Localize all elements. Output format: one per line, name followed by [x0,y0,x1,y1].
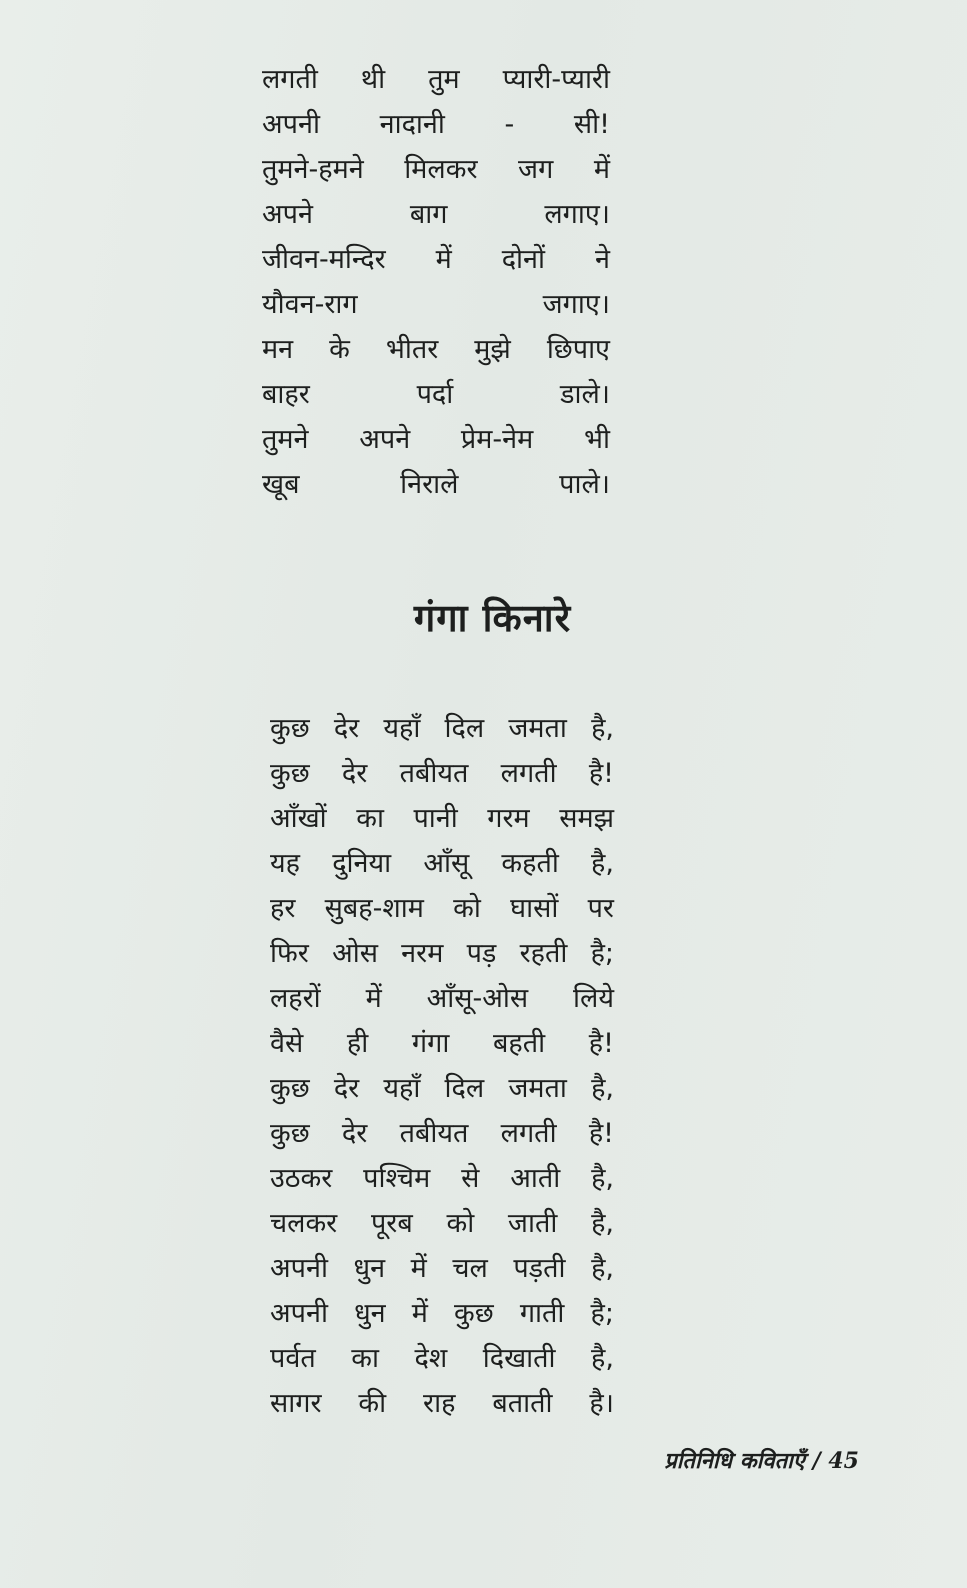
poem-word: वैसे [270,1028,304,1059]
poem-word: पड़ [466,938,497,969]
poem-word: ओस [332,938,378,969]
poem-word: लहरों [270,983,321,1014]
page-number: 45 [828,1448,859,1474]
poem-word: बाहर [262,379,310,410]
poem-word: ने [594,244,610,275]
poem-line [262,57,610,102]
poem-word: डाले। [560,379,610,410]
poem-word: अपनी [270,1298,328,1329]
poem-word: लगती [500,758,557,789]
poem-word: ही [346,1028,369,1059]
poem-word: लिये [573,983,614,1014]
poem-line [262,192,610,237]
poem-word: का [356,803,384,834]
poem-word: आँसू [423,848,470,879]
poem-line [262,462,610,507]
poem-line [270,976,614,1021]
poem-word: अपनी [270,1253,328,1284]
poem-word: मन [262,334,294,365]
poem-word: आती [510,1163,561,1194]
poem-line [270,706,614,751]
poem-word: है! [588,1118,614,1149]
poem-word: खूब [262,469,300,500]
poem-line [270,751,614,796]
poem-word: जमता [508,713,567,744]
poem-word: धुन [354,1298,386,1329]
poem-word: प्यारी-प्यारी [502,64,610,95]
poem-stanza-2 [270,706,614,1426]
poem-word: लगती [500,1118,557,1149]
poem-word: मुझे [474,334,511,365]
poem-line [262,147,610,192]
poem-word: जमता [508,1073,567,1104]
poem-word: जग [518,154,554,185]
poem-word: पर्दा [416,379,454,410]
poem-word: छिपाए [546,334,610,365]
poem-word: यौवन-राग [262,289,358,320]
poem-word: है, [591,1073,614,1104]
poem-word: पाले। [559,469,610,500]
poem-word: गरम [487,803,530,834]
poem-word: पर्वत [270,1343,316,1374]
poem-word: बताती [492,1388,553,1419]
poem-word: कुछ [454,1298,494,1329]
poem-word: है, [591,1208,614,1239]
poem-word: दिल [444,1073,485,1104]
poem-word: तबीयत [399,1118,469,1149]
poem-line [270,1336,614,1381]
poem-word: है! [588,758,614,789]
poem-word: पानी [413,803,458,834]
poem-word: है; [590,938,614,969]
poem-word: जीवन-मन्दिर [262,244,386,275]
poem-stanza-1 [262,57,610,507]
poem-word: आँखों [270,803,327,834]
poem-word: निराले [400,469,459,500]
poem-word: रहती [519,938,568,969]
page-footer [664,1441,859,1481]
poem-word: की [358,1388,387,1419]
poem-word: पूरब [370,1208,413,1239]
poem-word: - [504,109,515,140]
poem-word: उठकर [270,1163,333,1194]
poem-word: नादानी [379,109,445,140]
poem-word: को [453,893,481,924]
poem-word: पश्चिम [363,1163,431,1194]
poem-word: यहाँ [383,1073,421,1104]
poem-line [262,102,610,147]
poem-word: है, [591,1253,614,1284]
poem-word: कुछ [270,1118,310,1149]
poem-word: में [435,244,452,275]
poem-word: को [446,1208,475,1239]
footer-separator: / [812,1448,821,1474]
poem-word: थी [360,64,386,95]
poem-word: बाग [409,199,448,230]
poem-line [270,1156,614,1201]
poem-word: है, [591,713,614,744]
poem-word: तुमने-हमने [262,154,364,185]
poem-word: बहती [492,1028,546,1059]
poem-title: गंगा किनारे [413,596,572,640]
poem-word: है, [591,1343,614,1374]
poem-word: से [461,1163,480,1194]
poem-line [262,372,610,417]
poem-word: देर [333,713,360,744]
poem-word: समझ [559,803,614,834]
poem-word: अपने [262,199,313,230]
poem-line [270,1066,614,1111]
poem-line [270,841,614,886]
poem-line [270,1021,614,1066]
poem-word: कहती [501,848,559,879]
poem-line [270,796,614,841]
poem-line [262,237,610,282]
poem-word: के [329,334,350,365]
poem-word: देर [341,1118,368,1149]
poem-line [270,1381,614,1426]
poem-word: राह [423,1388,456,1419]
poem-word: अपनी [262,109,320,140]
poem-word: है, [591,848,614,879]
poem-word: मिलकर [404,154,478,185]
poem-word: लगती [262,64,318,95]
poem-word: में [593,154,610,185]
poem-word: देर [341,758,368,789]
poem-word: में [410,1253,427,1284]
poem-word: नरम [401,938,444,969]
poem-word: गाती [519,1298,565,1329]
poem-line [262,282,610,327]
poem-word: में [365,983,382,1014]
poem-word: गंगा [411,1028,450,1059]
poem-word: जगाए। [542,289,610,320]
poem-line [270,886,614,931]
poem-word: आँसू-ओस [426,983,529,1014]
poem-word: अपने [359,424,411,455]
poem-word: कुछ [270,758,310,789]
poem-word: धुन [353,1253,386,1284]
poem-line [270,1246,614,1291]
poem-word: तुम [428,64,460,95]
poem-word: पड़ती [513,1253,566,1284]
poem-word: देश [414,1343,448,1374]
poem-word: दिखाती [482,1343,556,1374]
poem-word: जाती [507,1208,558,1239]
poem-word: हर [270,893,296,924]
poem-word: का [351,1343,379,1374]
poem-word: चल [452,1253,488,1284]
poem-word: है। [589,1388,614,1419]
poem-word: है; [590,1298,614,1329]
poem-word: में [411,1298,428,1329]
poem-word: लगाए। [544,199,610,230]
poem-word: सागर [270,1388,322,1419]
poem-word: है, [591,1163,614,1194]
poem-word: तुमने [262,424,309,455]
poem-word: प्रेम-नेम [460,424,534,455]
book-title: प्रतिनिधि कविताएँ [664,1448,805,1474]
poem-word: सी! [573,109,610,140]
poem-line [270,1291,614,1336]
poem-word: दुनिया [332,848,392,879]
poem-word: दिल [444,713,485,744]
poem-word: सुबह-शाम [324,893,424,924]
poem-word: तबीयत [399,758,469,789]
poem-word: चलकर [270,1208,338,1239]
poem-word: घासों [510,893,559,924]
poem-line [270,1201,614,1246]
poem-line [270,1111,614,1156]
poem-word: कुछ [270,713,310,744]
poem-word: भी [583,424,610,455]
poem-word: फिर [270,938,309,969]
poem-word: दोनों [501,244,546,275]
poem-word: पर [587,893,614,924]
poem-line [262,327,610,372]
poem-line [270,931,614,976]
poem-word: देर [333,1073,360,1104]
poem-line [262,417,610,462]
poem-word: है! [588,1028,614,1059]
poem-word: यह [270,848,300,879]
poem-word: भीतर [385,334,439,365]
poem-word: यहाँ [383,713,421,744]
poem-word: कुछ [270,1073,310,1104]
